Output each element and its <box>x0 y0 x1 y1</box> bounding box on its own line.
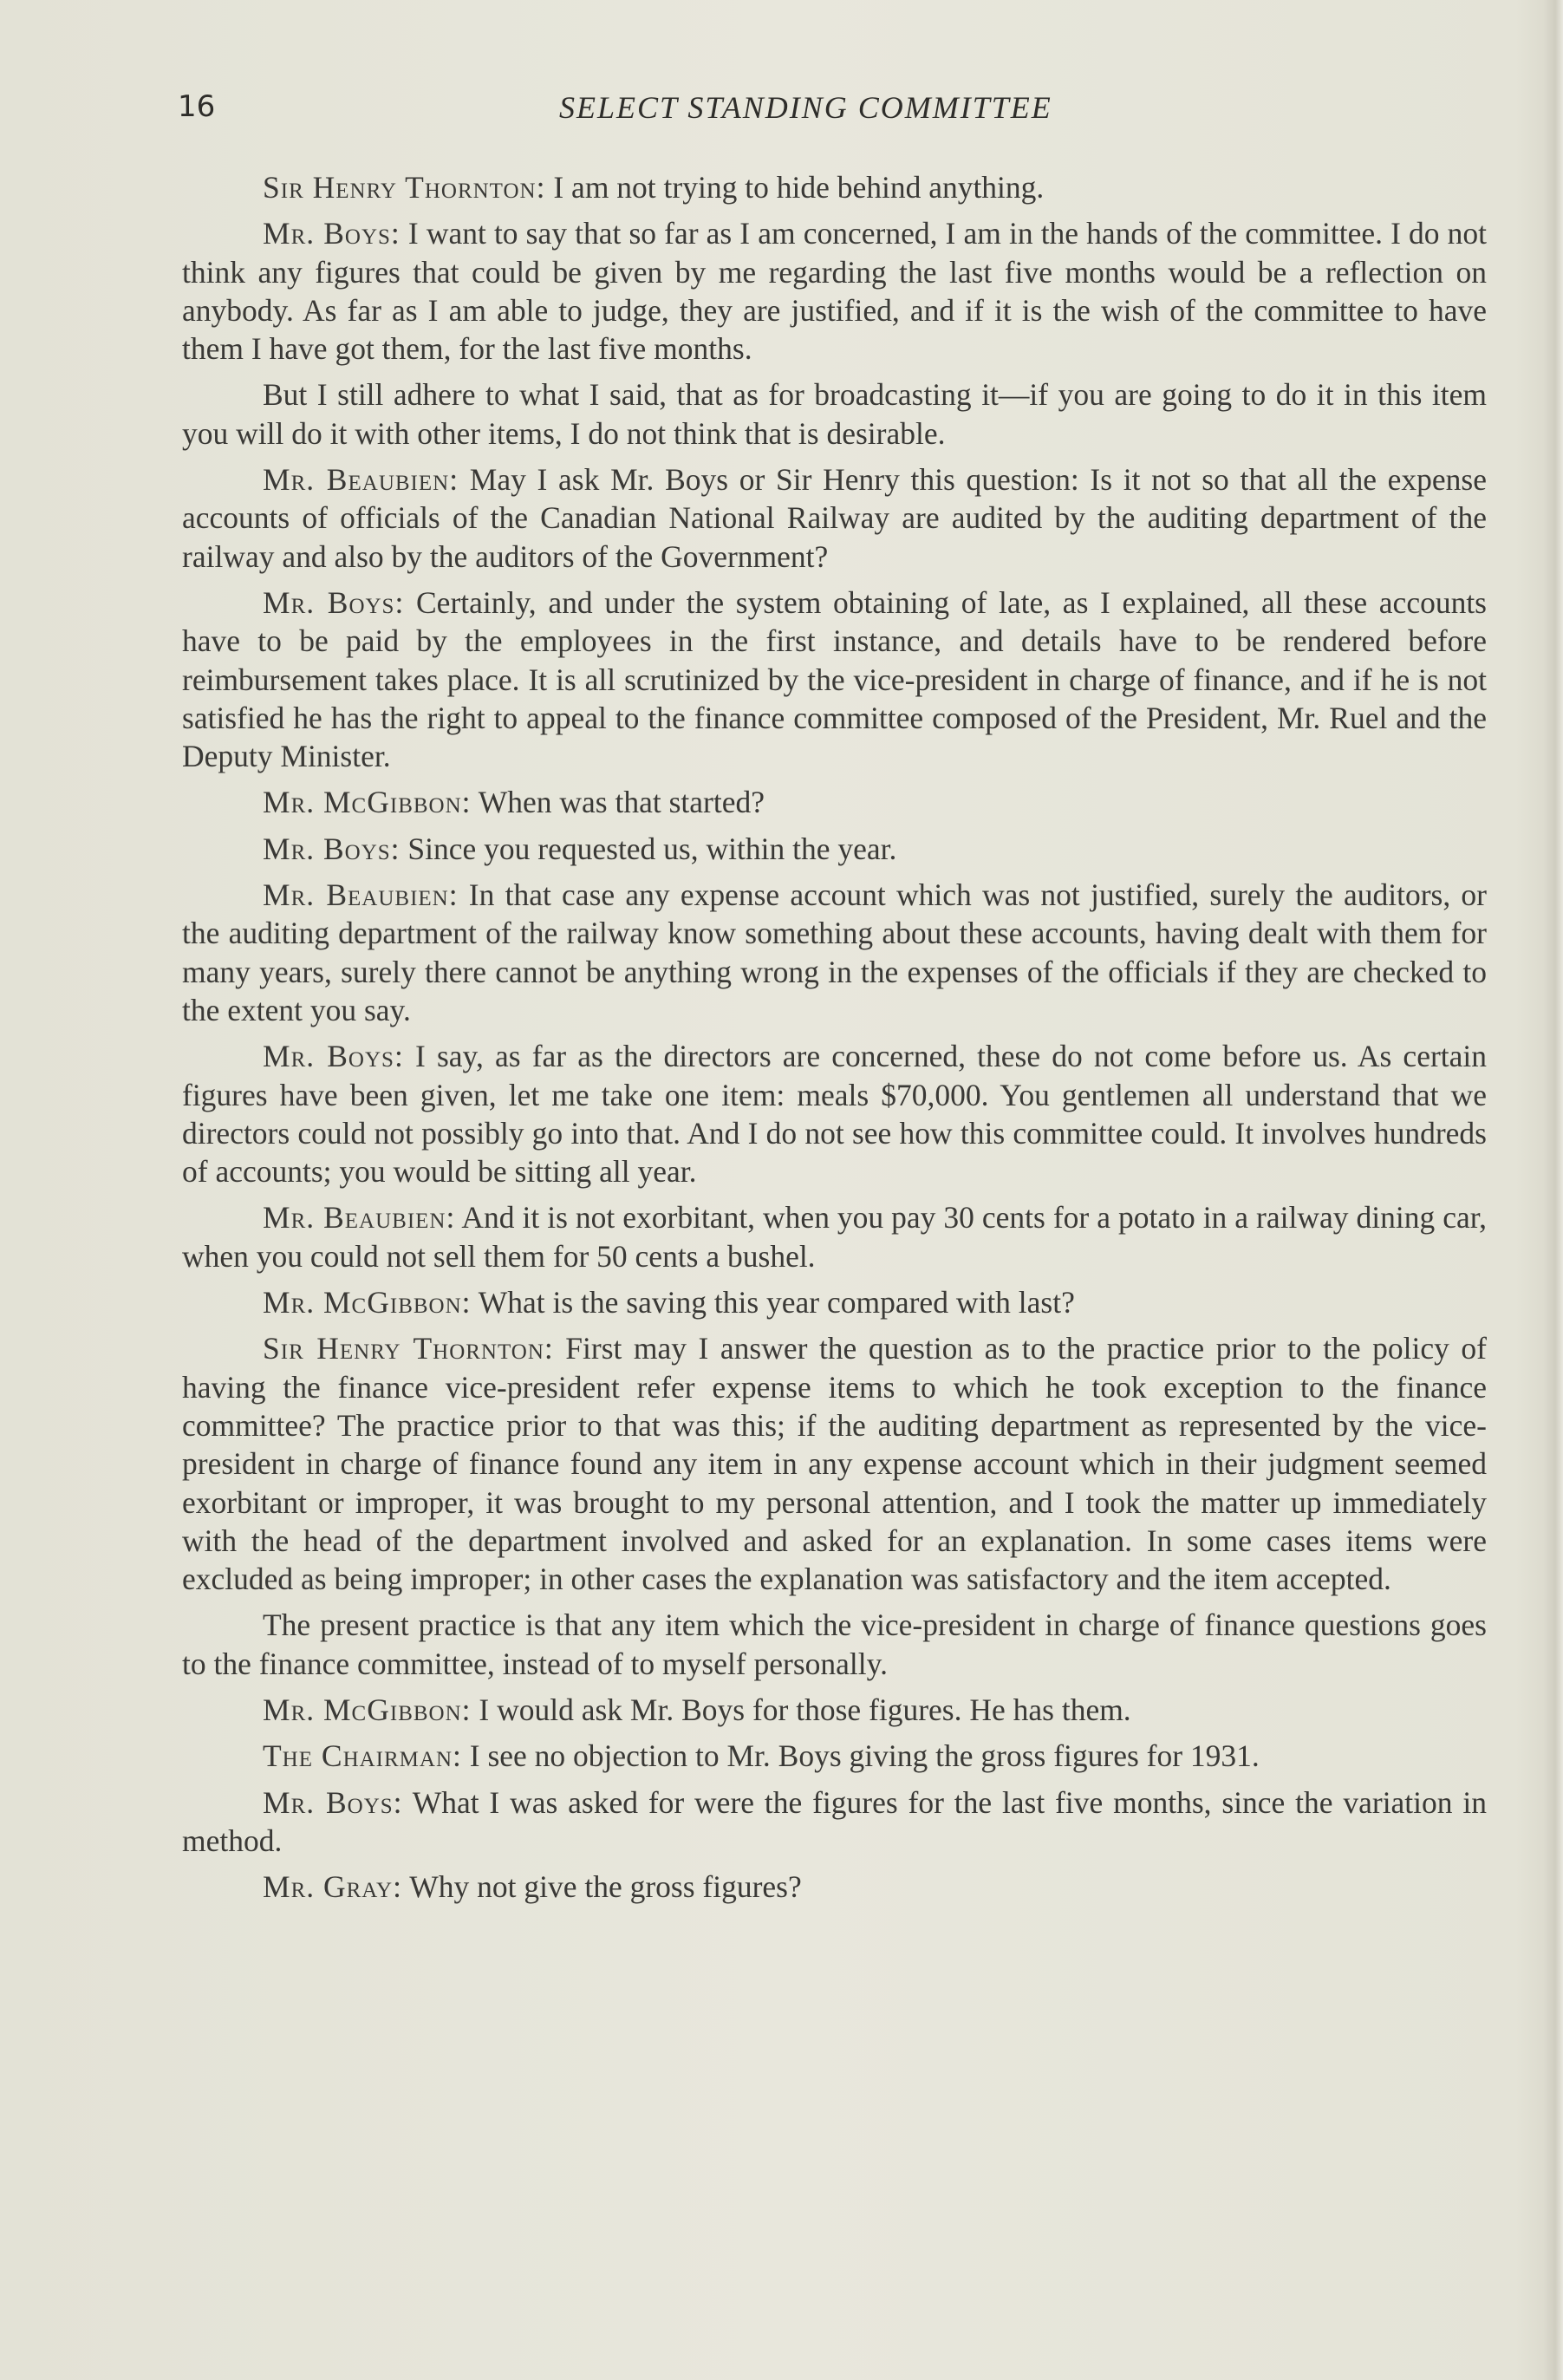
paragraph-text: Certainly, and under the system obtaining of late, as I explained, all these accounts have to be paid by the employees in the first instance, and details have to be rendered before reimbursement takes place. It is all scrutinized by the vice-president in charge of finance, and if he is not satisfied he has the right to appeal to the finance committee composed of the President, Mr. Ruel and the Deputy Minister. <box>182 584 1487 774</box>
speaker-name: Mr. Boys: <box>263 831 401 866</box>
paragraph <box>182 214 1487 368</box>
paragraph-text: When was that started? <box>471 785 765 820</box>
paragraph-text: I say, as far as the directors are concerned, these do not come before us. As certain figures have been given, let me take one item: meals $70,000. You gentlemen all understand that we directors could not possibly go into that. And I do not see how this committee could. It involves hundreds of accounts; you would be sitting all year. <box>182 1039 1487 1190</box>
paragraph <box>182 876 1487 1029</box>
paragraph <box>182 1868 1487 1906</box>
paragraph <box>182 1037 1487 1190</box>
paragraph <box>182 783 1487 821</box>
paragraph-text: First may I answer the question as to the practice prior to the policy of having the finance vice-president refer expense items to which he took exception to the finance committee? The practice prior to that was this; if the auditing department as represented by the vice-president in charge of finance found any item in any expense account which in their judgment seemed exorbitant or improper, it was brought to my personal attention, and I took the matter up immediately with the head of the department involved and asked for an explanation. In some cases items were excluded as being improper; in other cases the explanation was satisfactory and the item accepted. <box>182 1331 1487 1597</box>
paragraph <box>182 375 1487 453</box>
paragraph-text: I want to say that so far as I am concerned, I am in the hands of the committee. I do not think any figures that could be given by me regarding the last five months would be a reflection on anybody. As far as I am able to judge, they are justified, and if it is the wish of the committee to have them I have got them, for the last five months. <box>182 216 1487 367</box>
paragraph <box>182 1198 1487 1275</box>
running-head: SELECT STANDING COMMITTEE <box>559 90 1052 125</box>
paragraph-text: And it is not exorbitant, when you pay 30 cents for a potato in a railway dining car, when you could not sell them for 50 cents a bushel. <box>182 1200 1487 1274</box>
transcript-body <box>182 168 1487 1914</box>
paragraph <box>182 1329 1487 1598</box>
paragraph-text: May I ask Mr. Boys or Sir Henry this question: Is it not so that all the expense accounts of officials of the Canadian National Railway are audited by the auditing department of the railway and also by the auditors of the Government? <box>182 462 1487 574</box>
paragraph <box>182 1783 1487 1861</box>
speaker-name: The Chairman: <box>263 1738 462 1774</box>
paragraph-text: I would ask Mr. Boys for those figures. He has them. <box>471 1692 1131 1727</box>
speaker-name: Mr. McGibbon: <box>263 1285 472 1320</box>
speaker-name: Mr. Beaubien: <box>263 462 459 498</box>
speaker-name: Mr. Boys: <box>263 216 401 251</box>
paragraph-text: In that case any expense account which was not justified, surely the auditors, or the auditing department of the railway know something about these accounts, having dealt with them for many years, surely there cannot be anything wrong in the expenses of the officials if they are checked to the extent you say. <box>182 877 1487 1027</box>
paragraph <box>182 168 1487 206</box>
paragraph-text: Since you requested us, within the year. <box>400 831 897 866</box>
paragraph <box>182 584 1487 775</box>
paragraph-text: But I still adhere to what I said, that as for broadcasting it—if you are going to do it in this item you will do it with other items, I do not think that is desirable. <box>182 377 1487 451</box>
paragraph <box>182 1283 1487 1321</box>
paragraph-text: I am not trying to hide behind anything. <box>545 170 1045 205</box>
paragraph-text: I see no objection to Mr. Boys giving the gross figures for 1931. <box>461 1738 1260 1774</box>
page-number: 16 <box>178 89 216 124</box>
speaker-name: Mr. McGibbon: <box>263 785 472 820</box>
paragraph <box>182 460 1487 576</box>
paragraph <box>182 1737 1487 1775</box>
speaker-name: Mr. Boys: <box>263 1784 403 1820</box>
paragraph <box>182 1606 1487 1683</box>
paragraph-text: The present practice is that any item which the vice-president in charge of finance questions goes to the finance committee, instead of to myself personally. <box>182 1607 1487 1681</box>
speaker-name: Mr. Boys: <box>263 584 405 620</box>
speaker-name: Sir Henry Thornton: <box>263 170 546 205</box>
speaker-name: Sir Henry Thornton: <box>263 1331 554 1366</box>
page-header <box>178 89 1487 133</box>
speaker-name: Mr. Beaubien: <box>263 1200 456 1236</box>
speaker-name: Mr. Beaubien: <box>263 877 459 913</box>
paragraph <box>182 830 1487 868</box>
paragraph <box>182 1691 1487 1729</box>
paragraph-text: What is the saving this year compared with last? <box>471 1285 1075 1320</box>
speaker-name: Mr. McGibbon: <box>263 1692 472 1727</box>
paragraph-text: What I was asked for were the figures for the last five months, since the variation in method. <box>182 1784 1487 1858</box>
speaker-name: Mr. Gray: <box>263 1869 402 1905</box>
paragraph-text: Why not give the gross figures? <box>401 1869 802 1905</box>
speaker-name: Mr. Boys: <box>263 1039 404 1074</box>
page-edge <box>1544 0 1563 2380</box>
